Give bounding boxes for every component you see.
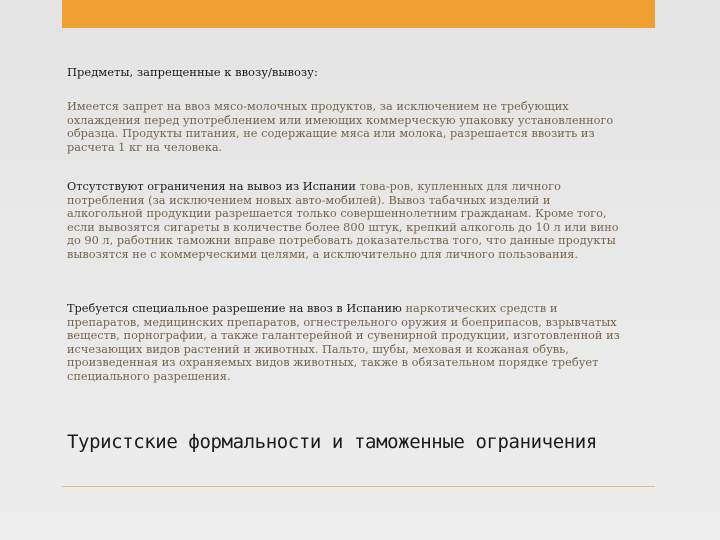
paragraph-export-rules [67, 180, 627, 261]
paragraph-text: това-ров, купленных для личного потребления (за исключением новых авто-мобилей). Вывоз табачных изделий и алкогольной продукции разрешается только совершеннолетним гражданам. Кроме того, если вывозятся сигареты в количестве более 800 штук, крепкий алкоголь до 10 л или вино до 90 л, работник таможни вправе потребовать доказательства того, что данные продукты вывозятся не с коммерческими целями, а исключительно для личного пользования. [67, 180, 619, 261]
title-underline [62, 486, 655, 487]
accent-bar [62, 0, 655, 28]
paragraph-text: Имеется запрет на ввоз мясо-молочных продуктов, за исключением не требующих охлаждения перед употреблением или имеющих коммерческую упаковку установленного образца. Продукты питания, не содержащие мяса или молока, разрешается ввозить из расчета 1 кг на человека. [67, 100, 614, 154]
paragraph-special-permit [67, 302, 627, 383]
paragraph-text: наркотических средств и препаратов, медицинских препаратов, огнестрельного оружия и боеприпасов, взрывчатых веществ, порнографии, а также галантерейной и сувенирной продукции, изготовленной из исчезающих видов растений и животных. Пальто, шубы, меховая и кожаная обувь, произведенная из охраняемых видов животных, также в обязательном порядке требует специального разрешения. [67, 302, 620, 383]
paragraph-lead: Требуется специальное разрешение на ввоз в Испанию [67, 302, 402, 315]
section-heading: Предметы, запрещенные к ввозу/вывозу: [67, 65, 318, 79]
paragraph-lead: Отсутствуют ограничения на вывоз из Испании [67, 180, 356, 193]
paragraph-import-ban [67, 100, 627, 154]
slide-title: Туристские формальности и таможенные ограничения [67, 431, 597, 453]
